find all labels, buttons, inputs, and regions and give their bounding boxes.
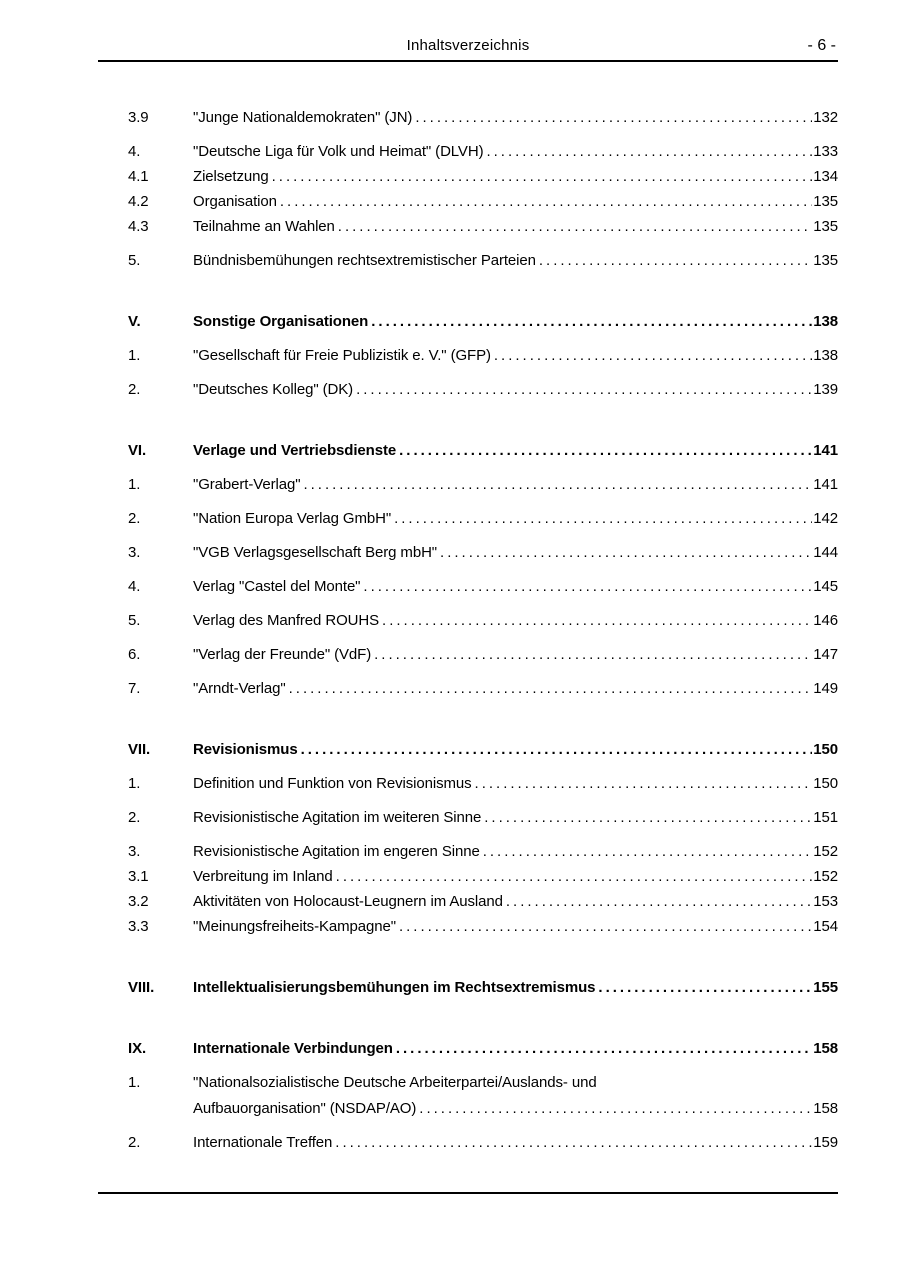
toc-entry-title: "Deutsches Kolleg" (DK) — [193, 381, 354, 398]
toc-entry-title: Aufbauorganisation" (NSDAP/AO) — [193, 1100, 417, 1117]
toc-entry-page: 158 — [813, 1040, 838, 1057]
toc-entry-number: VII. — [128, 741, 151, 758]
toc-entry-number: 4.1 — [128, 168, 149, 185]
toc-leader-dots — [399, 917, 812, 937]
toc-entry-page: 152 — [813, 868, 838, 885]
toc-entry-number: VI. — [128, 442, 147, 459]
toc-leader-dots — [506, 892, 812, 912]
toc-entry-title: Sonstige Organisationen — [193, 313, 369, 330]
footer-rule — [98, 1192, 838, 1194]
toc-leader-dots — [394, 509, 812, 529]
toc-entry-title: Internationale Verbindungen — [193, 1040, 393, 1057]
toc-leader-dots — [335, 1133, 812, 1153]
toc-leader-dots — [539, 251, 812, 271]
toc-entry-number: 4.3 — [128, 218, 149, 235]
toc-entry-page: 133 — [813, 143, 838, 160]
toc-entry-page: 159 — [813, 1134, 838, 1151]
toc-entry-title: Verlag "Castel del Monte" — [193, 578, 361, 595]
toc-leader-dots — [598, 978, 812, 998]
toc-entry-number: 3.1 — [128, 868, 149, 885]
toc-entry-number: 5. — [128, 612, 141, 629]
toc-entry-page: 150 — [813, 741, 838, 758]
toc-leader-dots — [338, 217, 812, 237]
toc-entry-page: 158 — [813, 1100, 838, 1117]
toc-entry-title: "Arndt-Verlag" — [193, 680, 286, 697]
toc-entry-number: 2. — [128, 1134, 141, 1151]
toc-entry-number: 5. — [128, 252, 141, 269]
toc-entry-title: "Junge Nationaldemokraten" (JN) — [193, 109, 413, 126]
toc-leader-dots — [374, 645, 812, 665]
toc-leader-dots — [303, 475, 812, 495]
toc-entry-title: Revisionistische Agitation im weiteren Sinne — [193, 809, 482, 826]
toc-entry-page: 142 — [813, 510, 838, 527]
toc-leader-dots — [440, 543, 812, 563]
toc-entry-title: "Meinungsfreiheits-Kampagne" — [193, 918, 396, 935]
toc-leader-dots — [483, 842, 813, 862]
toc-entry-title: "Grabert-Verlag" — [193, 476, 301, 493]
toc-row — [98, 441, 838, 461]
toc-entry-number: 4. — [128, 143, 141, 160]
toc-entry-title: Teilnahme an Wahlen — [193, 218, 335, 235]
toc-row — [98, 346, 838, 366]
toc-leader-dots — [494, 346, 812, 366]
toc-entry-number: 1. — [128, 476, 141, 493]
toc-entry-title: Definition und Funktion von Revisionismus — [193, 775, 472, 792]
toc-entry-number: 1. — [128, 775, 141, 792]
toc-leader-dots — [486, 142, 812, 162]
toc-row — [98, 108, 838, 128]
toc-entry-number: 2. — [128, 510, 141, 527]
toc-entry-page: 146 — [813, 612, 838, 629]
toc-entry-title: Verbreitung im Inland — [193, 868, 333, 885]
toc-entry-title: Bündnisbemühungen rechtsextremistischer Parteien — [193, 252, 536, 269]
toc-entry-number: 3. — [128, 544, 141, 561]
toc-entry-number: V. — [128, 313, 141, 330]
toc-entry-title: Verlage und Vertriebsdienste — [193, 442, 397, 459]
toc-entry-title: "VGB Verlagsgesellschaft Berg mbH" — [193, 544, 438, 561]
toc-row — [98, 475, 838, 495]
toc-entry-number: 6. — [128, 646, 141, 663]
toc-leader-dots — [475, 774, 813, 794]
toc-leader-dots — [415, 108, 812, 128]
toc-entry-title: "Verlag der Freunde" (VdF) — [193, 646, 372, 663]
toc-entry-title: "Nationalsozialistische Deutsche Arbeiterpartei/Auslands- und — [193, 1074, 597, 1091]
toc-entry-title: Zielsetzung — [193, 168, 269, 185]
toc-entry-number: VIII. — [128, 979, 155, 996]
toc-entry-page: 138 — [813, 313, 838, 330]
toc-row — [98, 842, 838, 862]
toc-entry-page: 149 — [813, 680, 838, 697]
toc-row — [98, 380, 838, 400]
toc-row — [98, 892, 838, 912]
toc-row — [98, 192, 838, 212]
toc-entry-page: 151 — [813, 809, 838, 826]
toc-entry-number: 2. — [128, 381, 141, 398]
toc-leader-dots — [289, 679, 813, 699]
toc-row — [98, 740, 838, 760]
toc-row — [98, 611, 838, 631]
page-header — [98, 0, 838, 62]
toc-row — [98, 509, 838, 529]
toc-leader-dots — [396, 1039, 812, 1059]
toc-leader-dots — [301, 740, 813, 760]
toc-row — [98, 679, 838, 699]
toc-leader-dots — [484, 808, 812, 828]
toc-leader-dots — [280, 192, 812, 212]
toc-entry-page: 145 — [813, 578, 838, 595]
toc-entry-title: "Gesellschaft für Freie Publizistik e. V." (GFP) — [193, 347, 491, 364]
toc-leader-dots — [272, 167, 813, 187]
toc-entry-page: 141 — [813, 476, 838, 493]
toc-row — [98, 1099, 838, 1119]
toc-entry-page: 150 — [813, 775, 838, 792]
toc-entry-page: 134 — [813, 168, 838, 185]
toc-row — [98, 1039, 838, 1059]
toc-entry-number: 3.3 — [128, 918, 149, 935]
toc-leader-dots — [419, 1099, 812, 1119]
toc-row — [98, 312, 838, 332]
toc-entry-page: 138 — [813, 347, 838, 364]
toc-entry-title: "Nation Europa Verlag GmbH" — [193, 510, 392, 527]
toc-entry-page: 141 — [813, 442, 838, 459]
toc-row — [98, 774, 838, 794]
toc-entry-number: IX. — [128, 1040, 147, 1057]
toc-entry-number: 1. — [128, 347, 141, 364]
toc-row — [98, 978, 838, 998]
toc-entry-title: Intellektualisierungsbemühungen im Rechtsextremismus — [193, 979, 596, 996]
toc-entry-page: 152 — [813, 843, 838, 860]
toc-entry-number: 4.2 — [128, 193, 149, 210]
toc-leader-dots — [363, 577, 812, 597]
table-of-contents — [98, 108, 838, 1153]
page-header-title: Inhaltsverzeichnis — [406, 37, 530, 54]
toc-entry-number: 2. — [128, 809, 141, 826]
toc-entry-number: 3. — [128, 843, 141, 860]
toc-row — [98, 251, 838, 271]
toc-entry-page: 135 — [813, 218, 838, 235]
toc-entry-number: 4. — [128, 578, 141, 595]
toc-row — [98, 808, 838, 828]
page-header-number: - 6 - — [807, 37, 836, 54]
toc-row — [98, 577, 838, 597]
toc-entry-page: 154 — [813, 918, 838, 935]
toc-entry-title: Verlag des Manfred ROUHS — [193, 612, 380, 629]
toc-entry-title: Aktivitäten von Holocaust-Leugnern im Ausland — [193, 893, 503, 910]
toc-entry-title: Organisation — [193, 193, 277, 210]
toc-leader-dots — [371, 312, 812, 332]
toc-row — [98, 917, 838, 937]
toc-row — [98, 1073, 838, 1093]
toc-leader-dots — [336, 867, 813, 887]
toc-entry-number: 1. — [128, 1074, 141, 1091]
toc-row — [98, 645, 838, 665]
toc-entry-page: 155 — [813, 979, 838, 996]
toc-entry-page: 147 — [813, 646, 838, 663]
toc-entry-title: "Deutsche Liga für Volk und Heimat" (DLVH) — [193, 143, 484, 160]
toc-entry-page: 153 — [813, 893, 838, 910]
toc-entry-page: 144 — [813, 544, 838, 561]
toc-row — [98, 142, 838, 162]
toc-row — [98, 167, 838, 187]
toc-entry-number: 7. — [128, 680, 141, 697]
toc-entry-page: 132 — [813, 109, 838, 126]
toc-entry-title: Revisionismus — [193, 741, 298, 758]
toc-entry-page: 139 — [813, 381, 838, 398]
toc-row — [98, 543, 838, 563]
toc-leader-dots — [399, 441, 812, 461]
toc-entry-number: 3.9 — [128, 109, 149, 126]
toc-entry-page: 135 — [813, 193, 838, 210]
toc-entry-page: 135 — [813, 252, 838, 269]
toc-leader-dots — [356, 380, 812, 400]
toc-row — [98, 867, 838, 887]
toc-row — [98, 1133, 838, 1153]
toc-entry-title: Revisionistische Agitation im engeren Sinne — [193, 843, 480, 860]
toc-row — [98, 217, 838, 237]
toc-entry-title: Internationale Treffen — [193, 1134, 333, 1151]
toc-leader-dots — [382, 611, 812, 631]
toc-entry-number: 3.2 — [128, 893, 149, 910]
